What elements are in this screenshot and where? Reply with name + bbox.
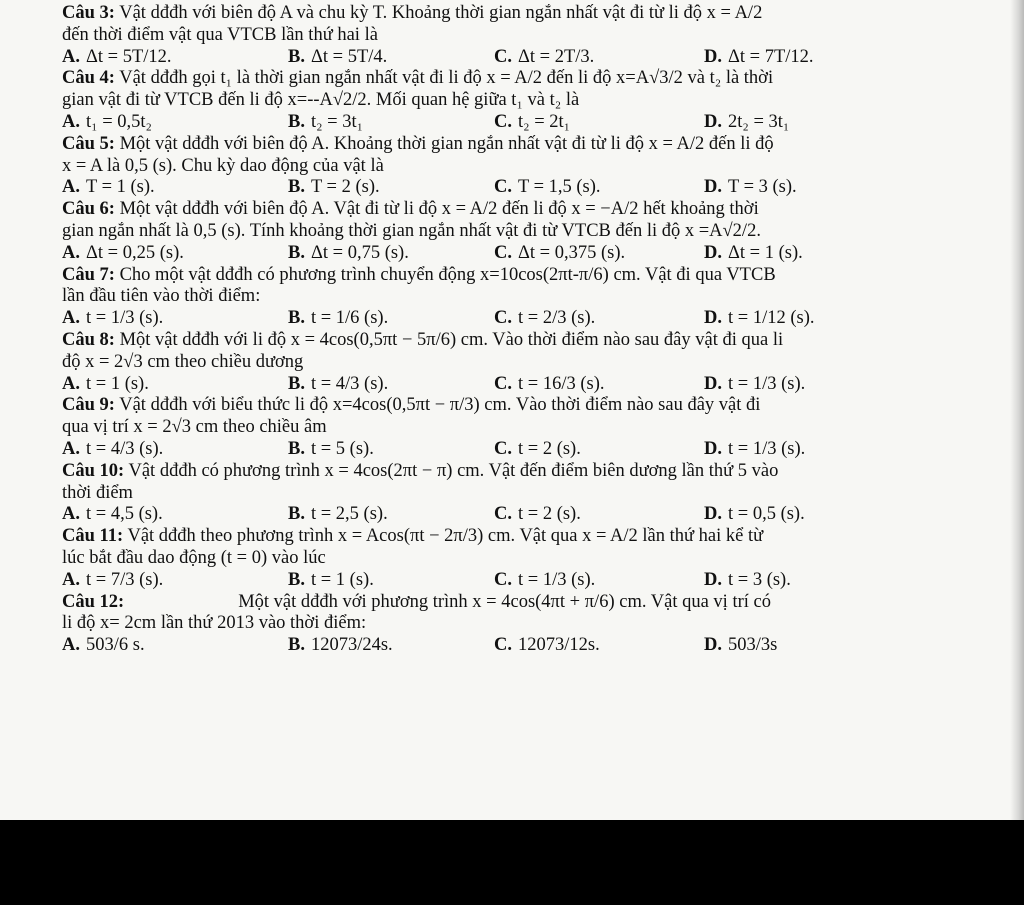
option-letter: B. <box>288 373 305 394</box>
option-a <box>62 570 288 592</box>
option-text: t = 0,5 (s). <box>728 504 805 525</box>
option-text: 2t₂ = 3t₁ <box>728 111 790 132</box>
question-8 <box>62 330 942 395</box>
question-label: Câu 7: <box>62 264 115 285</box>
option-d <box>704 112 904 134</box>
question-line <box>62 592 942 614</box>
question-line <box>62 90 942 112</box>
option-letter: D. <box>704 111 722 132</box>
option-letter: D. <box>704 504 722 525</box>
option-d <box>704 374 904 396</box>
question-6 <box>62 199 942 264</box>
question-line <box>62 330 942 352</box>
question-12 <box>62 592 942 657</box>
question-text: gian vật đi từ VTCB đến li độ x=--A√2/2. Mối quan hệ giữa t₁ và t₂ là <box>62 90 580 111</box>
option-text: 12073/12s. <box>518 635 600 656</box>
option-a <box>62 177 288 199</box>
option-text: T = 2 (s). <box>310 177 380 198</box>
option-text: t = 4/3 (s). <box>86 438 164 459</box>
option-letter: D. <box>704 373 722 394</box>
options-row <box>62 374 942 396</box>
option-d <box>704 177 904 199</box>
option-text: t = 3 (s). <box>728 569 791 590</box>
question-line <box>62 417 942 439</box>
question-9 <box>62 395 942 460</box>
question-4 <box>62 68 942 133</box>
question-line <box>62 286 942 308</box>
option-text: t = 1/6 (s). <box>310 308 389 329</box>
question-text: Vật dđđh có phương trình x = 4cos(2πt − π) cm. Vật đến điểm biên dương lần thứ 5 vào <box>128 460 779 481</box>
option-text: t = 1/3 (s). <box>728 438 806 459</box>
option-letter: C. <box>494 46 512 67</box>
option-text: t = 1/3 (s). <box>728 373 806 394</box>
option-letter: A. <box>62 308 80 329</box>
options-row <box>62 243 942 265</box>
question-label: Câu 6: <box>62 199 115 220</box>
option-letter: B. <box>288 635 305 656</box>
question-label: Câu 12: <box>62 591 125 612</box>
question-text: lúc bắt đầu dao động (t = 0) vào lúc <box>62 547 326 568</box>
option-letter: D. <box>704 569 722 590</box>
option-text: t = 1/3 (s). <box>518 569 596 590</box>
option-letter: D. <box>704 635 722 656</box>
question-text: Vật dđđh với biên độ A và chu kỳ T. Khoảng thời gian ngắn nhất vật đi từ li độ x = A/2 <box>119 3 763 23</box>
question-7 <box>62 265 942 330</box>
option-c <box>494 635 704 657</box>
option-letter: C. <box>494 438 512 459</box>
option-letter: D. <box>704 177 722 198</box>
option-text: t₂ = 3t₁ <box>310 111 364 132</box>
option-text: T = 1,5 (s). <box>518 177 601 198</box>
option-text: t₁ = 0,5t₂ <box>86 111 152 132</box>
question-text: Một vật dđđh với biên độ A. Khoảng thời gian ngắn nhất vật đi từ li độ x = A/2 đến li độ <box>119 133 774 154</box>
option-letter: B. <box>288 569 305 590</box>
option-d <box>704 570 904 592</box>
option-a <box>62 243 288 265</box>
option-d <box>704 635 904 657</box>
option-text: Δt = 5T/4. <box>310 46 388 67</box>
option-a <box>62 308 288 330</box>
question-line <box>62 395 942 417</box>
question-label: Câu 3: <box>62 3 115 23</box>
option-b <box>288 308 494 330</box>
option-b <box>288 374 494 396</box>
option-text: 503/6 s. <box>86 635 145 656</box>
option-b <box>288 570 494 592</box>
question-text: độ x = 2√3 cm theo chiều dương <box>62 351 304 372</box>
question-line <box>62 3 942 25</box>
question-10 <box>62 461 942 526</box>
option-d <box>704 439 904 461</box>
question-line <box>62 461 942 483</box>
option-letter: C. <box>494 373 512 394</box>
question-line <box>62 134 942 156</box>
option-d <box>704 504 904 526</box>
option-c <box>494 243 704 265</box>
question-text: Vật dđđh gọi t₁ là thời gian ngắn nhất vật đi li độ x = A/2 đến li độ x=A√3/2 và t₂ là thời <box>119 68 774 89</box>
option-c <box>494 47 704 69</box>
option-letter: C. <box>494 504 512 525</box>
option-text: Δt = 0,25 (s). <box>86 242 184 263</box>
option-a <box>62 504 288 526</box>
option-letter: A. <box>62 111 80 132</box>
question-text: Vật dđđh theo phương trình x = Acos(πt − 2π/3) cm. Vật qua x = A/2 lần thứ hai kể từ <box>127 526 764 547</box>
option-text: t = 4/3 (s). <box>310 373 389 394</box>
option-c <box>494 439 704 461</box>
question-text: Cho một vật dđđh có phương trình chuyển động x=10cos(2πt-π/6) cm. Vật đi qua VTCB <box>119 264 776 285</box>
option-b <box>288 47 494 69</box>
option-text: Δt = 5T/12. <box>86 46 172 67</box>
option-text: t = 1 (s). <box>310 569 374 590</box>
question-line <box>62 548 942 570</box>
question-label: Câu 4: <box>62 68 115 89</box>
option-b <box>288 112 494 134</box>
options-row <box>62 504 942 526</box>
option-letter: C. <box>494 177 512 198</box>
option-b <box>288 243 494 265</box>
option-text: Δt = 7T/12. <box>728 46 814 67</box>
option-letter: C. <box>494 569 512 590</box>
option-a <box>62 47 288 69</box>
option-letter: A. <box>62 46 80 67</box>
options-row <box>62 177 942 199</box>
option-letter: A. <box>62 635 80 656</box>
option-letter: D. <box>704 46 722 67</box>
question-text: lần đầu tiên vào thời điểm: <box>62 286 261 307</box>
options-row <box>62 570 942 592</box>
question-label: Câu 10: <box>62 460 125 481</box>
option-b <box>288 635 494 657</box>
question-text: Một vật dđđh với biên độ A. Vật đi từ li độ x = A/2 đến li độ x = −A/2 hết khoảng thời <box>119 199 759 220</box>
question-line <box>62 156 942 178</box>
option-text: Δt = 2T/3. <box>518 46 595 67</box>
question-line <box>62 265 942 287</box>
question-text: qua vị trí x = 2√3 cm theo chiều âm <box>62 417 327 438</box>
option-text: t = 5 (s). <box>310 438 374 459</box>
option-letter: B. <box>288 438 305 459</box>
option-letter: A. <box>62 242 80 263</box>
question-text: đến thời điểm vật qua VTCB lần thứ hai là <box>62 24 378 45</box>
option-text: 503/3s <box>728 635 778 656</box>
option-letter: C. <box>494 308 512 329</box>
question-11 <box>62 526 942 591</box>
question-text: li độ x= 2cm lần thứ 2013 vào thời điểm: <box>62 613 367 634</box>
option-text: T = 1 (s). <box>86 177 155 198</box>
question-5 <box>62 134 942 199</box>
option-b <box>288 439 494 461</box>
question-label: Câu 11: <box>62 526 124 547</box>
option-b <box>288 504 494 526</box>
question-label: Câu 8: <box>62 329 115 350</box>
question-text: Một vật dđđh với phương trình x = 4cos(4πt + π/6) cm. Vật qua vị trí có <box>238 591 771 612</box>
option-letter: B. <box>288 308 305 329</box>
option-letter: C. <box>494 111 512 132</box>
option-letter: C. <box>494 242 512 263</box>
option-a <box>62 635 288 657</box>
option-letter: A. <box>62 569 80 590</box>
option-text: Δt = 0,375 (s). <box>518 242 626 263</box>
option-b <box>288 177 494 199</box>
question-line <box>62 526 942 548</box>
option-text: t = 2,5 (s). <box>310 504 388 525</box>
question-line <box>62 221 942 243</box>
options-row <box>62 47 942 69</box>
option-text: t = 2 (s). <box>518 504 581 525</box>
option-c <box>494 374 704 396</box>
question-3 <box>62 3 942 68</box>
option-c <box>494 570 704 592</box>
option-d <box>704 47 904 69</box>
option-c <box>494 177 704 199</box>
option-text: t = 16/3 (s). <box>518 373 605 394</box>
question-line <box>62 483 942 505</box>
question-label: Câu 5: <box>62 133 115 154</box>
option-text: t = 2 (s). <box>518 438 581 459</box>
option-c <box>494 504 704 526</box>
question-text: x = A là 0,5 (s). Chu kỳ dao động của vật là <box>62 155 384 176</box>
option-letter: D. <box>704 438 722 459</box>
option-text: t₂ = 2t₁ <box>518 111 571 132</box>
option-letter: B. <box>288 111 305 132</box>
question-label: Câu 9: <box>62 395 115 416</box>
question-list <box>62 3 942 657</box>
option-letter: B. <box>288 177 305 198</box>
page-edge-shadow <box>1010 0 1024 820</box>
option-c <box>494 308 704 330</box>
question-line <box>62 25 942 47</box>
black-bottom-bar <box>0 820 1024 905</box>
option-text: t = 4,5 (s). <box>86 504 163 525</box>
question-line <box>62 613 942 635</box>
option-letter: A. <box>62 373 80 394</box>
question-text: gian ngắn nhất là 0,5 (s). Tính khoảng thời gian ngắn nhất vật đi từ VTCB đến li độ x =A√2/2. <box>62 220 761 241</box>
option-text: Δt = 0,75 (s). <box>310 242 409 263</box>
options-row <box>62 308 942 330</box>
option-letter: A. <box>62 438 80 459</box>
option-letter: D. <box>704 308 722 329</box>
question-text: Một vật dđđh với li độ x = 4cos(0,5πt − 5π/6) cm. Vào thời điểm nào sau đây vật đi qua li <box>119 329 784 350</box>
option-text: t = 1 (s). <box>86 373 149 394</box>
options-row <box>62 112 942 134</box>
option-text: t = 1/3 (s). <box>86 308 164 329</box>
option-a <box>62 439 288 461</box>
option-letter: A. <box>62 177 80 198</box>
option-text: t = 7/3 (s). <box>86 569 164 590</box>
option-c <box>494 112 704 134</box>
option-text: Δt = 1 (s). <box>728 242 803 263</box>
option-letter: C. <box>494 635 512 656</box>
option-text: T = 3 (s). <box>728 177 797 198</box>
option-letter: B. <box>288 242 305 263</box>
option-text: 12073/24s. <box>310 635 393 656</box>
question-line <box>62 68 942 90</box>
option-text: t = 2/3 (s). <box>518 308 596 329</box>
option-a <box>62 112 288 134</box>
question-text: Vật dđđh với biểu thức li độ x=4cos(0,5πt − π/3) cm. Vào thời điểm nào sau đây vật đi <box>119 395 761 416</box>
option-letter: B. <box>288 46 305 67</box>
question-line <box>62 352 942 374</box>
option-d <box>704 243 904 265</box>
option-d <box>704 308 904 330</box>
option-text: t = 1/12 (s). <box>728 308 815 329</box>
option-letter: D. <box>704 242 722 263</box>
option-letter: A. <box>62 504 80 525</box>
option-a <box>62 374 288 396</box>
option-letter: B. <box>288 504 305 525</box>
options-row <box>62 635 942 657</box>
question-text: thời điểm <box>62 482 133 503</box>
question-line <box>62 199 942 221</box>
options-row <box>62 439 942 461</box>
